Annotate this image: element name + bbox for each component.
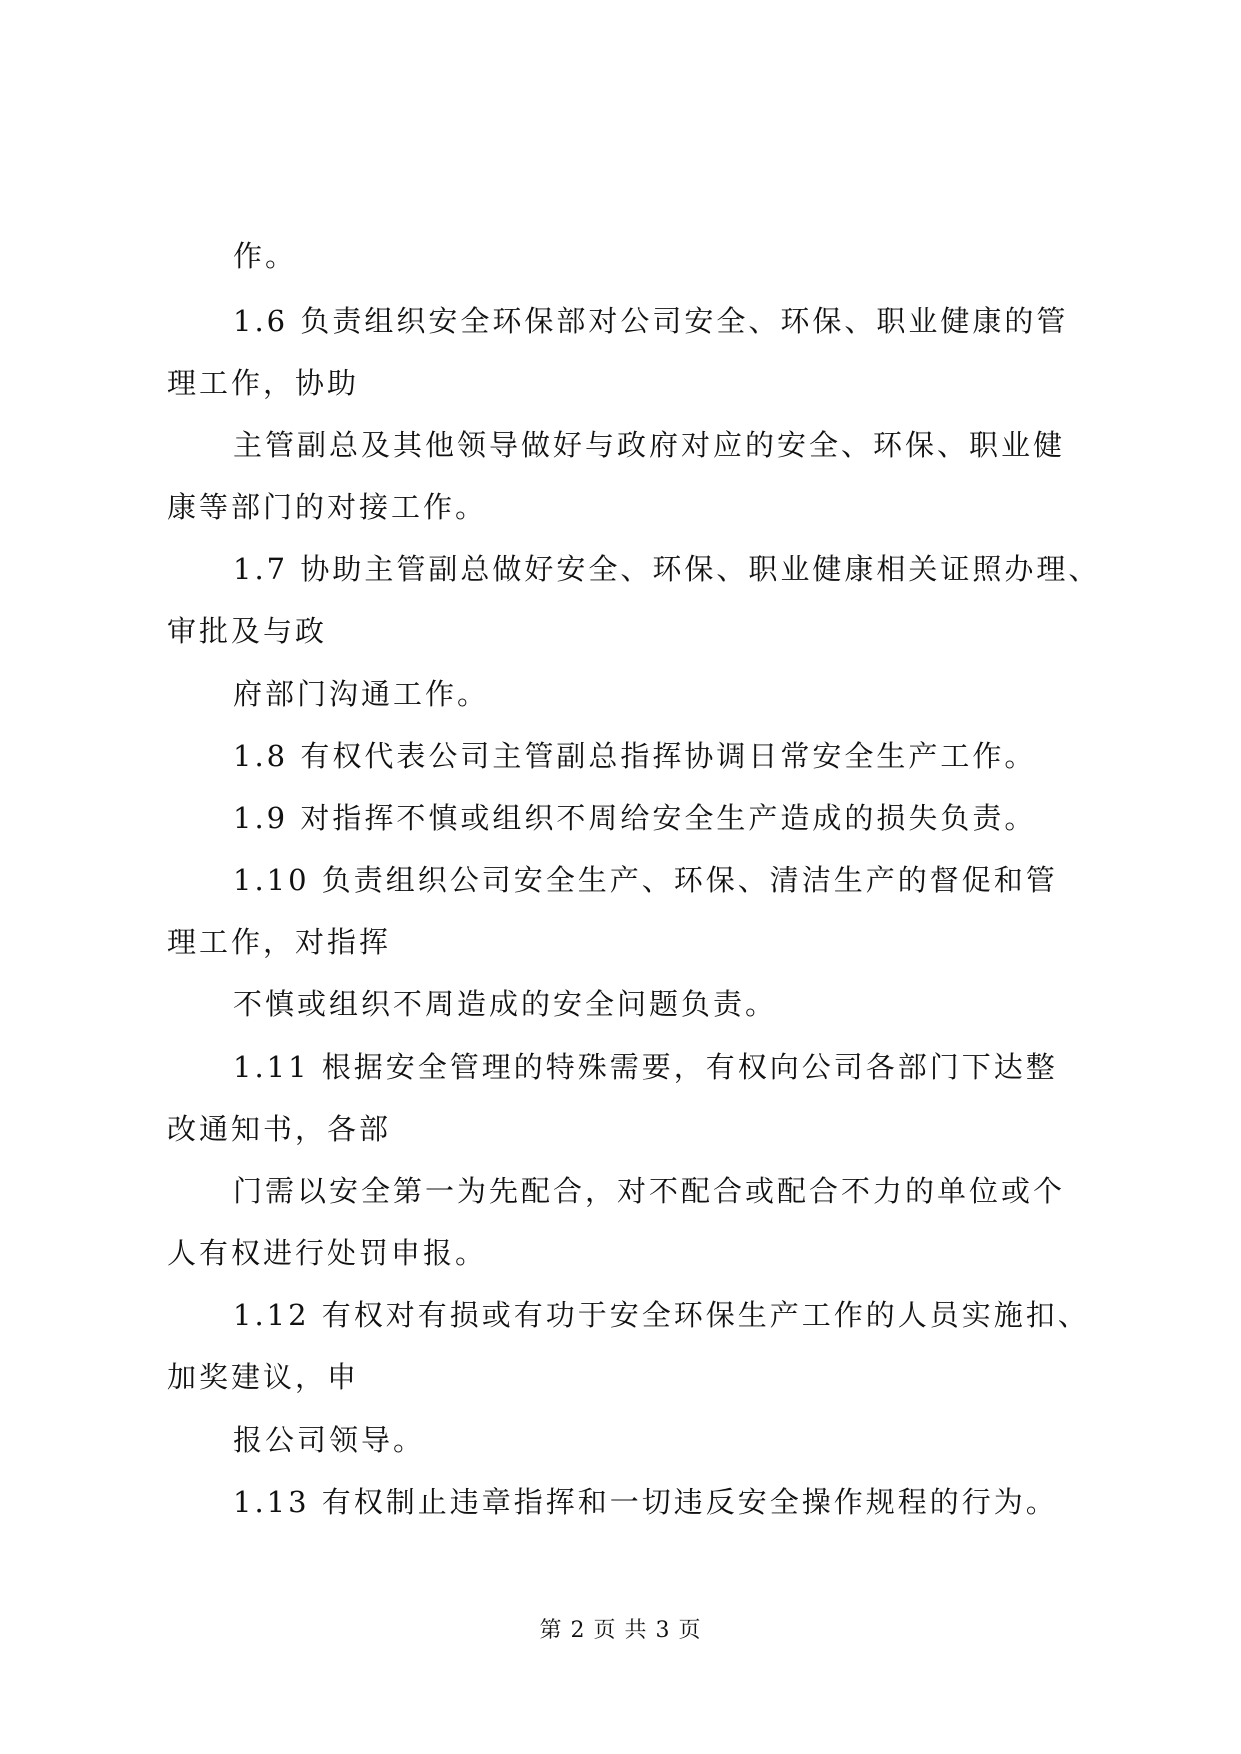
text-line: 1.7 协助主管副总做好安全、环保、职业健康相关证照办理、 [233,552,1101,586]
text-line: 作。 [233,239,298,273]
text-line: 人有权进行处罚申报。 [167,1236,488,1270]
text-line: 主管副总及其他领导做好与政府对应的安全、环保、职业健 [233,428,1066,462]
text-line: 1.12 有权对有损或有功于安全环保生产工作的人员实施扣、 [233,1298,1090,1332]
text-line: 1.10 负责组织公司安全生产、环保、清洁生产的督促和管 [233,863,1058,897]
text-line: 报公司领导。 [233,1423,426,1457]
text-line: 1.9 对指挥不慎或组织不周给安全生产造成的损失负责。 [233,801,1037,835]
text-line: 审批及与政 [167,614,328,648]
text-line: 改通知书，各部 [167,1112,392,1146]
page-footer: 第 2 页 共 3 页 [539,1618,702,1643]
text-line: 门需以安全第一为先配合，对不配合或配合不力的单位或个 [233,1174,1066,1208]
text-line: 府部门沟通工作。 [233,677,490,711]
text-line: 理工作，对指挥 [167,925,392,959]
text-line: 1.13 有权制止违章指挥和一切违反安全操作规程的行为。 [233,1485,1058,1519]
text-line: 加奖建议，申 [167,1360,360,1394]
text-line: 1.8 有权代表公司主管副总指挥协调日常安全生产工作。 [233,739,1037,773]
text-line: 不慎或组织不周造成的安全问题负责。 [233,987,778,1021]
text-line: 1.6 负责组织安全环保部对公司安全、环保、职业健康的管 [233,304,1069,338]
text-line: 康等部门的对接工作。 [167,490,488,524]
text-line: 理工作，协助 [167,366,360,400]
text-line: 1.11 根据安全管理的特殊需要，有权向公司各部门下达整 [233,1050,1058,1084]
